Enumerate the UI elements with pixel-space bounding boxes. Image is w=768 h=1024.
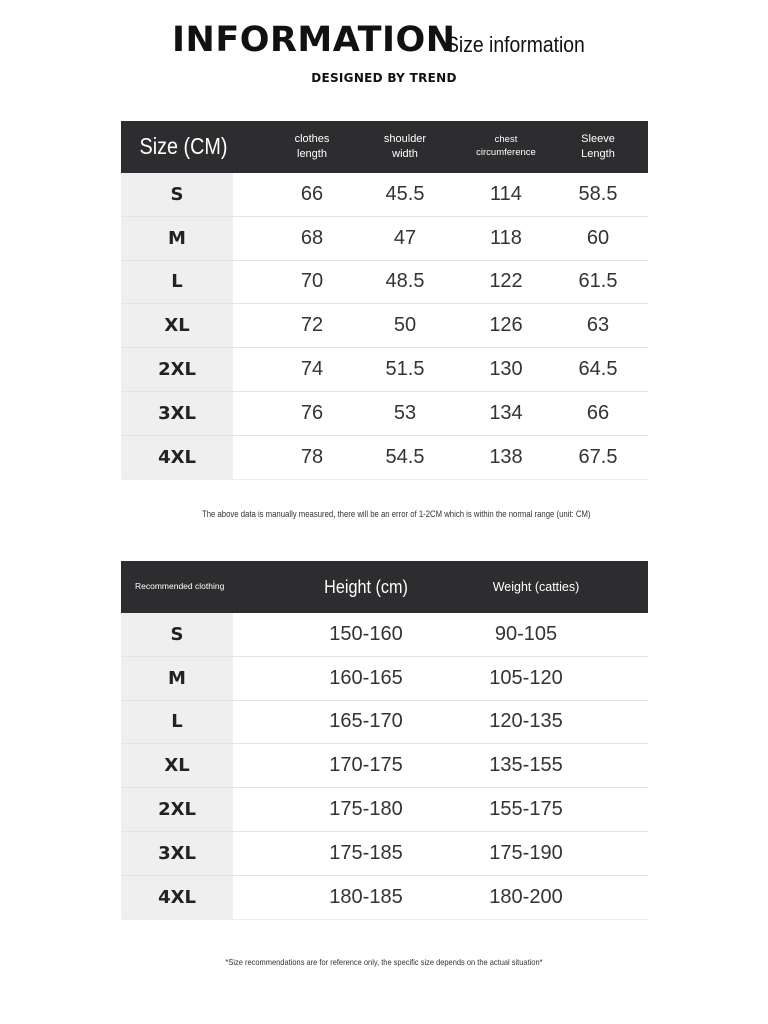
table-row: [121, 392, 648, 436]
header-size: Size (CM): [139, 133, 228, 160]
shoulder-width-cell: 54.5: [385, 445, 425, 468]
table-row: [121, 304, 648, 348]
table-row: [121, 217, 648, 261]
height-cell: 175-185: [329, 841, 403, 864]
shoulder-width-cell: 47: [393, 226, 417, 249]
size-cell: M: [121, 217, 233, 260]
weight-cell: 105-120: [489, 666, 563, 689]
size-cell: 4XL: [121, 436, 233, 479]
header-chest-circumference: [465, 121, 547, 173]
weight-cell: 180-200: [489, 885, 563, 908]
table-header: [121, 121, 648, 173]
size-cell: 4XL: [121, 876, 233, 919]
size-cell: 2XL: [121, 348, 233, 391]
table-row: [121, 832, 648, 876]
size-cell: L: [121, 261, 233, 304]
shoulder-width-cell: 48.5: [385, 270, 425, 293]
page-header: [0, 0, 768, 100]
weight-cell: 175-190: [489, 841, 563, 864]
table-row: [121, 261, 648, 305]
size-recommendation-table: [121, 561, 648, 920]
sleeve-cell: 67.5: [578, 445, 618, 468]
header-shoulder-width: [374, 121, 436, 173]
size-cell: M: [121, 657, 233, 700]
chest-cell: 130: [489, 358, 523, 381]
header-height: Height (cm): [324, 576, 408, 597]
chest-cell: 122: [489, 270, 523, 293]
designed-by-label: DESIGNED BY TREND: [311, 71, 457, 85]
header-shoulder-width-line1: shoulder: [383, 133, 427, 146]
chest-cell: 118: [490, 226, 522, 249]
chest-cell: 126: [489, 314, 523, 337]
page-title: INFORMATION: [172, 20, 456, 60]
weight-cell: 120-135: [489, 710, 563, 733]
table-row: [121, 788, 648, 832]
size-cell: L: [121, 701, 233, 744]
size-cell: 3XL: [121, 392, 233, 435]
header-sleeve-length: [567, 121, 629, 173]
table-row: [121, 613, 648, 657]
recommendation-note: *Size recommendations are for reference only, the specific size depends on the actual situation*: [225, 957, 543, 967]
clothes-length-cell: 68: [300, 226, 324, 249]
table-row: [121, 348, 648, 392]
shoulder-width-cell: 53: [393, 401, 417, 424]
clothes-length-cell: 76: [300, 401, 324, 424]
table-header: [121, 561, 648, 613]
size-measurement-table: [121, 121, 648, 480]
sleeve-cell: 60: [586, 226, 610, 249]
chest-cell: 138: [489, 445, 523, 468]
header-sleeve-line2: Length: [581, 148, 615, 160]
sleeve-cell: 64.5: [578, 358, 618, 381]
size-cell: 3XL: [121, 832, 233, 875]
height-cell: 160-165: [329, 666, 403, 689]
table-body: [121, 173, 648, 480]
table-body: [121, 613, 648, 920]
size-cell: 2XL: [121, 788, 233, 831]
header-clothes-length-line2: length: [297, 148, 327, 160]
header-shoulder-width-line2: width: [392, 148, 418, 160]
header-recommended-clothing: Recommended clothing: [135, 581, 225, 592]
chest-cell: 114: [490, 182, 522, 205]
table-row: [121, 657, 648, 701]
sleeve-cell: 66: [586, 401, 610, 424]
clothes-length-cell: 66: [300, 182, 324, 205]
clothes-length-cell: 72: [300, 314, 324, 337]
header-weight: Weight (catties): [492, 579, 580, 594]
sleeve-cell: 63: [586, 314, 610, 337]
shoulder-width-cell: 50: [393, 314, 417, 337]
table-row: [121, 876, 648, 920]
clothes-length-cell: 70: [300, 270, 324, 293]
clothes-length-cell: 78: [300, 445, 324, 468]
height-cell: 175-180: [329, 798, 403, 821]
size-cell: XL: [121, 304, 233, 347]
sleeve-cell: 61.5: [578, 270, 618, 293]
size-cell: XL: [121, 744, 233, 787]
size-cell: S: [121, 613, 233, 656]
table-row: [121, 744, 648, 788]
header-chest-line1: chest: [494, 134, 518, 146]
page-subtitle: Size information: [446, 32, 585, 57]
chest-cell: 134: [489, 401, 523, 424]
table-row: [121, 436, 648, 480]
weight-cell: 90-105: [494, 622, 558, 645]
height-cell: 170-175: [329, 754, 403, 777]
measurement-note: The above data is manually measured, there will be an error of 1-2CM which is within the normal range (unit: CM): [202, 509, 591, 519]
weight-cell: 155-175: [489, 798, 563, 821]
weight-cell: 135-155: [489, 754, 563, 777]
header-sleeve-line1: Sleeve: [581, 133, 615, 146]
header-chest-line2: circumference: [476, 147, 536, 158]
height-cell: 180-185: [329, 885, 403, 908]
shoulder-width-cell: 51.5: [385, 358, 425, 381]
height-cell: 150-160: [329, 622, 403, 645]
header-clothes-length-line1: clothes: [294, 133, 330, 146]
clothes-length-cell: 74: [300, 358, 324, 381]
header-clothes-length: [281, 121, 343, 173]
table-row: [121, 173, 648, 217]
size-cell: S: [121, 173, 233, 216]
shoulder-width-cell: 45.5: [385, 182, 425, 205]
height-cell: 165-170: [329, 710, 403, 733]
table-row: [121, 701, 648, 745]
sleeve-cell: 58.5: [578, 182, 618, 205]
